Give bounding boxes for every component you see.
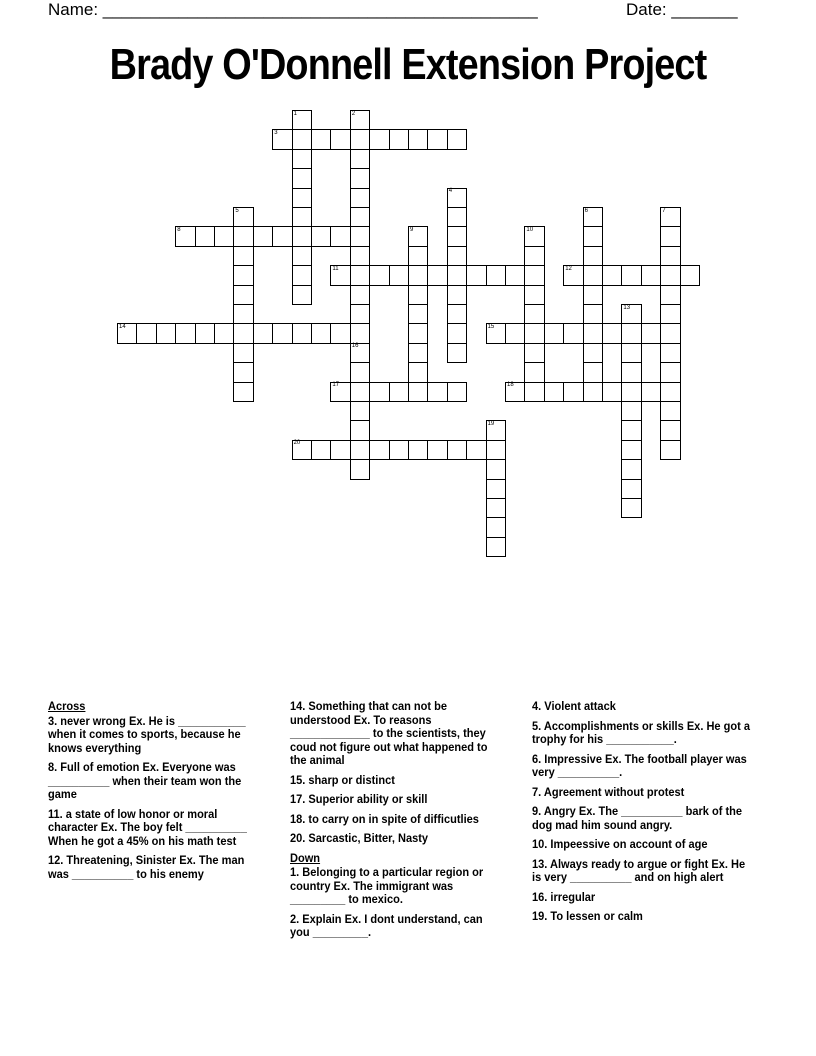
crossword-cell[interactable] [583,226,603,246]
crossword-cell[interactable] [505,382,525,402]
clue-item: 18. to carry on in spite of difficutlies [290,811,479,826]
crossword-cell[interactable] [350,110,370,130]
crossword-cell[interactable] [524,362,544,382]
crossword-cell[interactable] [350,362,370,382]
crossword-cell[interactable] [292,188,312,208]
crossword-cell[interactable] [136,323,156,343]
crossword-cell[interactable] [660,285,680,305]
crossword-cell[interactable] [292,246,312,266]
clue-number-label: 14 [119,323,126,330]
crossword-cell[interactable] [233,362,253,382]
crossword-cell[interactable] [660,343,680,363]
crossword-cell[interactable] [369,382,389,402]
clue-number-label: 7 [662,207,666,214]
crossword-cell[interactable] [621,440,641,460]
crossword-cell[interactable] [486,440,506,460]
crossword-cell[interactable] [389,440,409,460]
clue-number-label: 2 [351,110,356,117]
crossword-cell[interactable] [660,304,680,324]
crossword-cell[interactable] [350,207,370,227]
crossword-cell[interactable] [233,207,253,227]
crossword-cell[interactable] [233,246,253,266]
clue-number-label: 3 [274,129,278,136]
crossword-cell[interactable] [621,479,641,499]
crossword-cell[interactable] [660,382,680,402]
clue-item: 14. Something that can not be understood Ex. To reasons _____________ to the scientists, they coud not figure out what happened to the animal [290,699,488,767]
crossword-cell[interactable] [253,226,273,246]
clue-item: 19. To lessen or calm [532,909,643,923]
crossword-cell[interactable] [350,304,370,324]
clues-column-1 [48,700,270,887]
crossword-cell[interactable] [621,401,641,421]
crossword-cell[interactable] [175,323,195,343]
clue-item: 17. Superior ability or skill [290,792,428,806]
crossword-cell[interactable] [369,440,389,460]
clue-item: 3. never wrong Ex. He is ___________ when it comes to sports, because he knows everything [48,713,246,755]
clues-column-3 [532,700,772,930]
crossword-cell[interactable] [524,226,544,246]
crossword-cell[interactable] [486,517,506,537]
crossword-cell[interactable] [214,323,234,343]
crossword-cell[interactable] [447,382,467,402]
across-heading: Across [48,699,86,713]
crossword-cell[interactable] [524,304,544,324]
crossword-cell[interactable] [408,440,428,460]
clue-item: 20. Sarcastic, Bitter, Nasty [290,831,429,845]
crossword-cell[interactable] [427,265,447,285]
crossword-cell[interactable] [466,440,486,460]
crossword-cell[interactable] [408,226,428,246]
crossword-cell[interactable] [330,265,350,285]
crossword-cell[interactable] [486,459,506,479]
clue-number-label: 17 [332,382,340,389]
crossword-cell[interactable] [660,323,680,343]
crossword-cell[interactable] [660,401,680,421]
crossword-cell[interactable] [330,323,350,343]
crossword-cell[interactable] [583,285,603,305]
crossword-cell[interactable] [389,129,409,149]
clue-number-label: 8 [177,226,181,233]
crossword-cell[interactable] [408,362,428,382]
crossword-cell[interactable] [621,323,641,343]
crossword-cell[interactable] [292,149,312,169]
crossword-cell[interactable] [408,382,428,402]
crossword-cell[interactable] [447,246,467,266]
crossword-cell[interactable] [350,265,370,285]
crossword-cell[interactable] [447,304,467,324]
crossword-cell[interactable] [544,323,564,343]
clue-number-label: 20 [293,440,301,447]
clue-item: 12. Threatening, Sinister Ex. The man was __________ to his enemy [48,853,245,881]
crossword-cell[interactable] [427,129,447,149]
crossword-cell[interactable] [272,226,292,246]
crossword-cell[interactable] [583,382,603,402]
crossword-cell[interactable] [311,323,331,343]
crossword-cell[interactable] [408,285,428,305]
crossword-cell[interactable] [330,129,350,149]
crossword-cell[interactable] [195,226,215,246]
crossword-cell[interactable] [214,226,234,246]
crossword-cell[interactable] [524,382,544,402]
crossword-cell[interactable] [447,265,467,285]
crossword-cell[interactable] [602,323,622,343]
crossword-cell[interactable] [486,479,506,499]
crossword-cell[interactable] [408,246,428,266]
crossword-cell[interactable] [369,129,389,149]
clue-item: 7. Agreement without protest [532,784,685,799]
crossword-cell[interactable] [408,323,428,343]
crossword-cell[interactable] [447,129,467,149]
crossword-cell[interactable] [175,226,195,246]
crossword-cell[interactable] [486,265,506,285]
crossword-cell[interactable] [621,362,641,382]
clue-item: 6. Impressive Ex. The football player was very __________. [532,751,747,779]
crossword-cell[interactable] [233,304,253,324]
clue-item: 4. Violent attack [532,699,616,713]
crossword-cell[interactable] [292,129,312,149]
clue-number-label: 16 [351,343,359,350]
down-heading: Down [290,850,321,865]
crossword-cell[interactable] [641,265,661,285]
crossword-cell[interactable] [311,440,331,460]
clue-item: 13. Always ready to argue or fight Ex. He is very __________ and on high alert [532,856,746,884]
crossword-cell[interactable] [156,323,176,343]
crossword-cell[interactable] [660,440,680,460]
crossword-cell[interactable] [311,226,331,246]
crossword-cell[interactable] [408,129,428,149]
crossword-cell[interactable] [408,343,428,363]
crossword-cell[interactable] [350,168,370,188]
crossword-cell[interactable] [350,246,370,266]
clue-item: 8. Full of emotion Ex. Everyone was __________ when their team won the game [48,760,242,801]
crossword-cell[interactable] [350,401,370,421]
crossword-cell[interactable] [447,440,467,460]
crossword-cell[interactable] [621,343,641,363]
crossword-cell[interactable] [621,265,641,285]
clues-column-2 [290,700,518,946]
crossword-cell[interactable] [427,382,447,402]
crossword-cell[interactable] [292,168,312,188]
crossword-cell[interactable] [292,323,312,343]
date-field-label: Date: _______ [626,0,738,19]
crossword-cell[interactable] [447,207,467,227]
clue-number-label: 6 [584,207,588,214]
crossword-cell[interactable] [195,323,215,343]
crossword-cell[interactable] [583,304,603,324]
crossword-cell[interactable] [447,323,467,343]
crossword-cell[interactable] [350,285,370,305]
crossword-cell[interactable] [621,304,641,324]
clue-number-label: 19 [487,420,495,427]
crossword-cell[interactable] [680,265,700,285]
crossword-cell[interactable] [583,207,603,227]
crossword-cell[interactable] [505,323,525,343]
crossword-cell[interactable] [350,420,370,440]
crossword-cell[interactable] [621,498,641,518]
clue-number-label: 4 [448,188,453,195]
crossword-cell[interactable] [233,265,253,285]
clue-number-label: 13 [623,304,631,311]
crossword-cell[interactable] [524,265,544,285]
clue-item: 16. irregular [532,889,596,904]
crossword-cell[interactable] [660,362,680,382]
crossword-cell[interactable] [544,382,564,402]
crossword-cell[interactable] [350,129,370,149]
crossword-cell[interactable] [466,265,486,285]
crossword-cell[interactable] [233,226,253,246]
crossword-cell[interactable] [350,226,370,246]
crossword-cell[interactable] [117,323,137,343]
crossword-cell[interactable] [602,265,622,285]
clue-number-label: 9 [410,226,414,233]
crossword-cell[interactable] [233,285,253,305]
crossword-cell[interactable] [408,304,428,324]
clue-number-label: 12 [565,265,572,272]
crossword-cell[interactable] [330,382,350,402]
crossword-cell[interactable] [233,382,253,402]
crossword-cell[interactable] [350,343,370,363]
crossword-cell[interactable] [486,537,506,557]
clue-number-label: 10 [526,226,534,233]
crossword-cell[interactable] [486,420,506,440]
crossword-cell[interactable] [583,323,603,343]
clue-number-label: 18 [507,382,514,389]
crossword-cell[interactable] [486,498,506,518]
crossword-cell[interactable] [427,440,447,460]
crossword-cell[interactable] [292,110,312,130]
crossword-cell[interactable] [447,226,467,246]
clue-number-label: 11 [332,265,339,272]
crossword-cell[interactable] [524,285,544,305]
crossword-cell[interactable] [272,323,292,343]
crossword-cell[interactable] [350,440,370,460]
crossword-cell[interactable] [350,188,370,208]
crossword-cell[interactable] [350,323,370,343]
clue-number-label: 1 [293,110,297,117]
crossword-cell[interactable] [350,459,370,479]
crossword-cell[interactable] [447,285,467,305]
crossword-cell[interactable] [292,285,312,305]
clue-item: 9. Angry Ex. The __________ bark of the dog mad him sound angry. [532,804,743,832]
crossword-cell[interactable] [563,382,583,402]
crossword-cell[interactable] [447,188,467,208]
crossword-cell[interactable] [272,129,292,149]
clue-number-label: 15 [487,323,495,330]
crossword-cell[interactable] [524,323,544,343]
crossword-cell[interactable] [292,207,312,227]
crossword-cell[interactable] [389,382,409,402]
crossword-cell[interactable] [389,265,409,285]
crossword-cell[interactable] [641,382,661,402]
page-title: Brady O'Donnell Extension Project [109,40,707,89]
crossword-cell[interactable] [621,382,641,402]
crossword-cell[interactable] [330,440,350,460]
crossword-cell[interactable] [233,343,253,363]
crossword-cell[interactable] [563,265,583,285]
crossword-cell[interactable] [660,246,680,266]
clue-item: 15. sharp or distinct [290,772,395,787]
crossword-cell[interactable] [369,265,389,285]
crossword-cell[interactable] [660,265,680,285]
crossword-cell[interactable] [350,382,370,402]
crossword-cell[interactable] [233,323,253,343]
crossword-cell[interactable] [311,129,331,149]
crossword-cell[interactable] [660,420,680,440]
clue-item: 1. Belonging to a particular region or country Ex. The immigrant was _________ to mexico. [290,865,484,906]
crossword-cell[interactable] [505,265,525,285]
crossword-cell[interactable] [524,343,544,363]
crossword-cell[interactable] [563,323,583,343]
crossword-cell[interactable] [350,149,370,169]
clue-number-label: 5 [235,207,239,214]
crossword-cell[interactable] [524,246,544,266]
crossword-cell[interactable] [583,343,603,363]
crossword-cell[interactable] [602,382,622,402]
crossword-cell[interactable] [330,226,350,246]
crossword-cell[interactable] [486,323,506,343]
crossword-cell[interactable] [408,265,428,285]
crossword-cell[interactable] [583,265,603,285]
clue-item: 5. Accomplishments or skills Ex. He got a trophy for his ___________. [532,718,751,746]
crossword-cell[interactable] [253,323,273,343]
crossword-cell[interactable] [660,226,680,246]
crossword-cell[interactable] [583,362,603,382]
crossword-cell[interactable] [292,226,312,246]
crossword-cell[interactable] [621,459,641,479]
clue-item: 10. Impeessive on account of age [532,837,708,851]
name-field-label: Name: ______________________________________________ [48,0,538,19]
clue-item: 2. Explain Ex. I dont understand, can you _________. [290,911,483,939]
crossword-cell[interactable] [292,440,312,460]
clue-item: 11. a state of low honor or moral character Ex. The boy felt __________ When he got a 45% on his math test [48,806,247,848]
crossword-cell[interactable] [660,207,680,227]
crossword-cell[interactable] [641,323,661,343]
crossword-cell[interactable] [292,265,312,285]
crossword-cell[interactable] [447,343,467,363]
crossword-cell[interactable] [583,246,603,266]
crossword-cell[interactable] [621,420,641,440]
